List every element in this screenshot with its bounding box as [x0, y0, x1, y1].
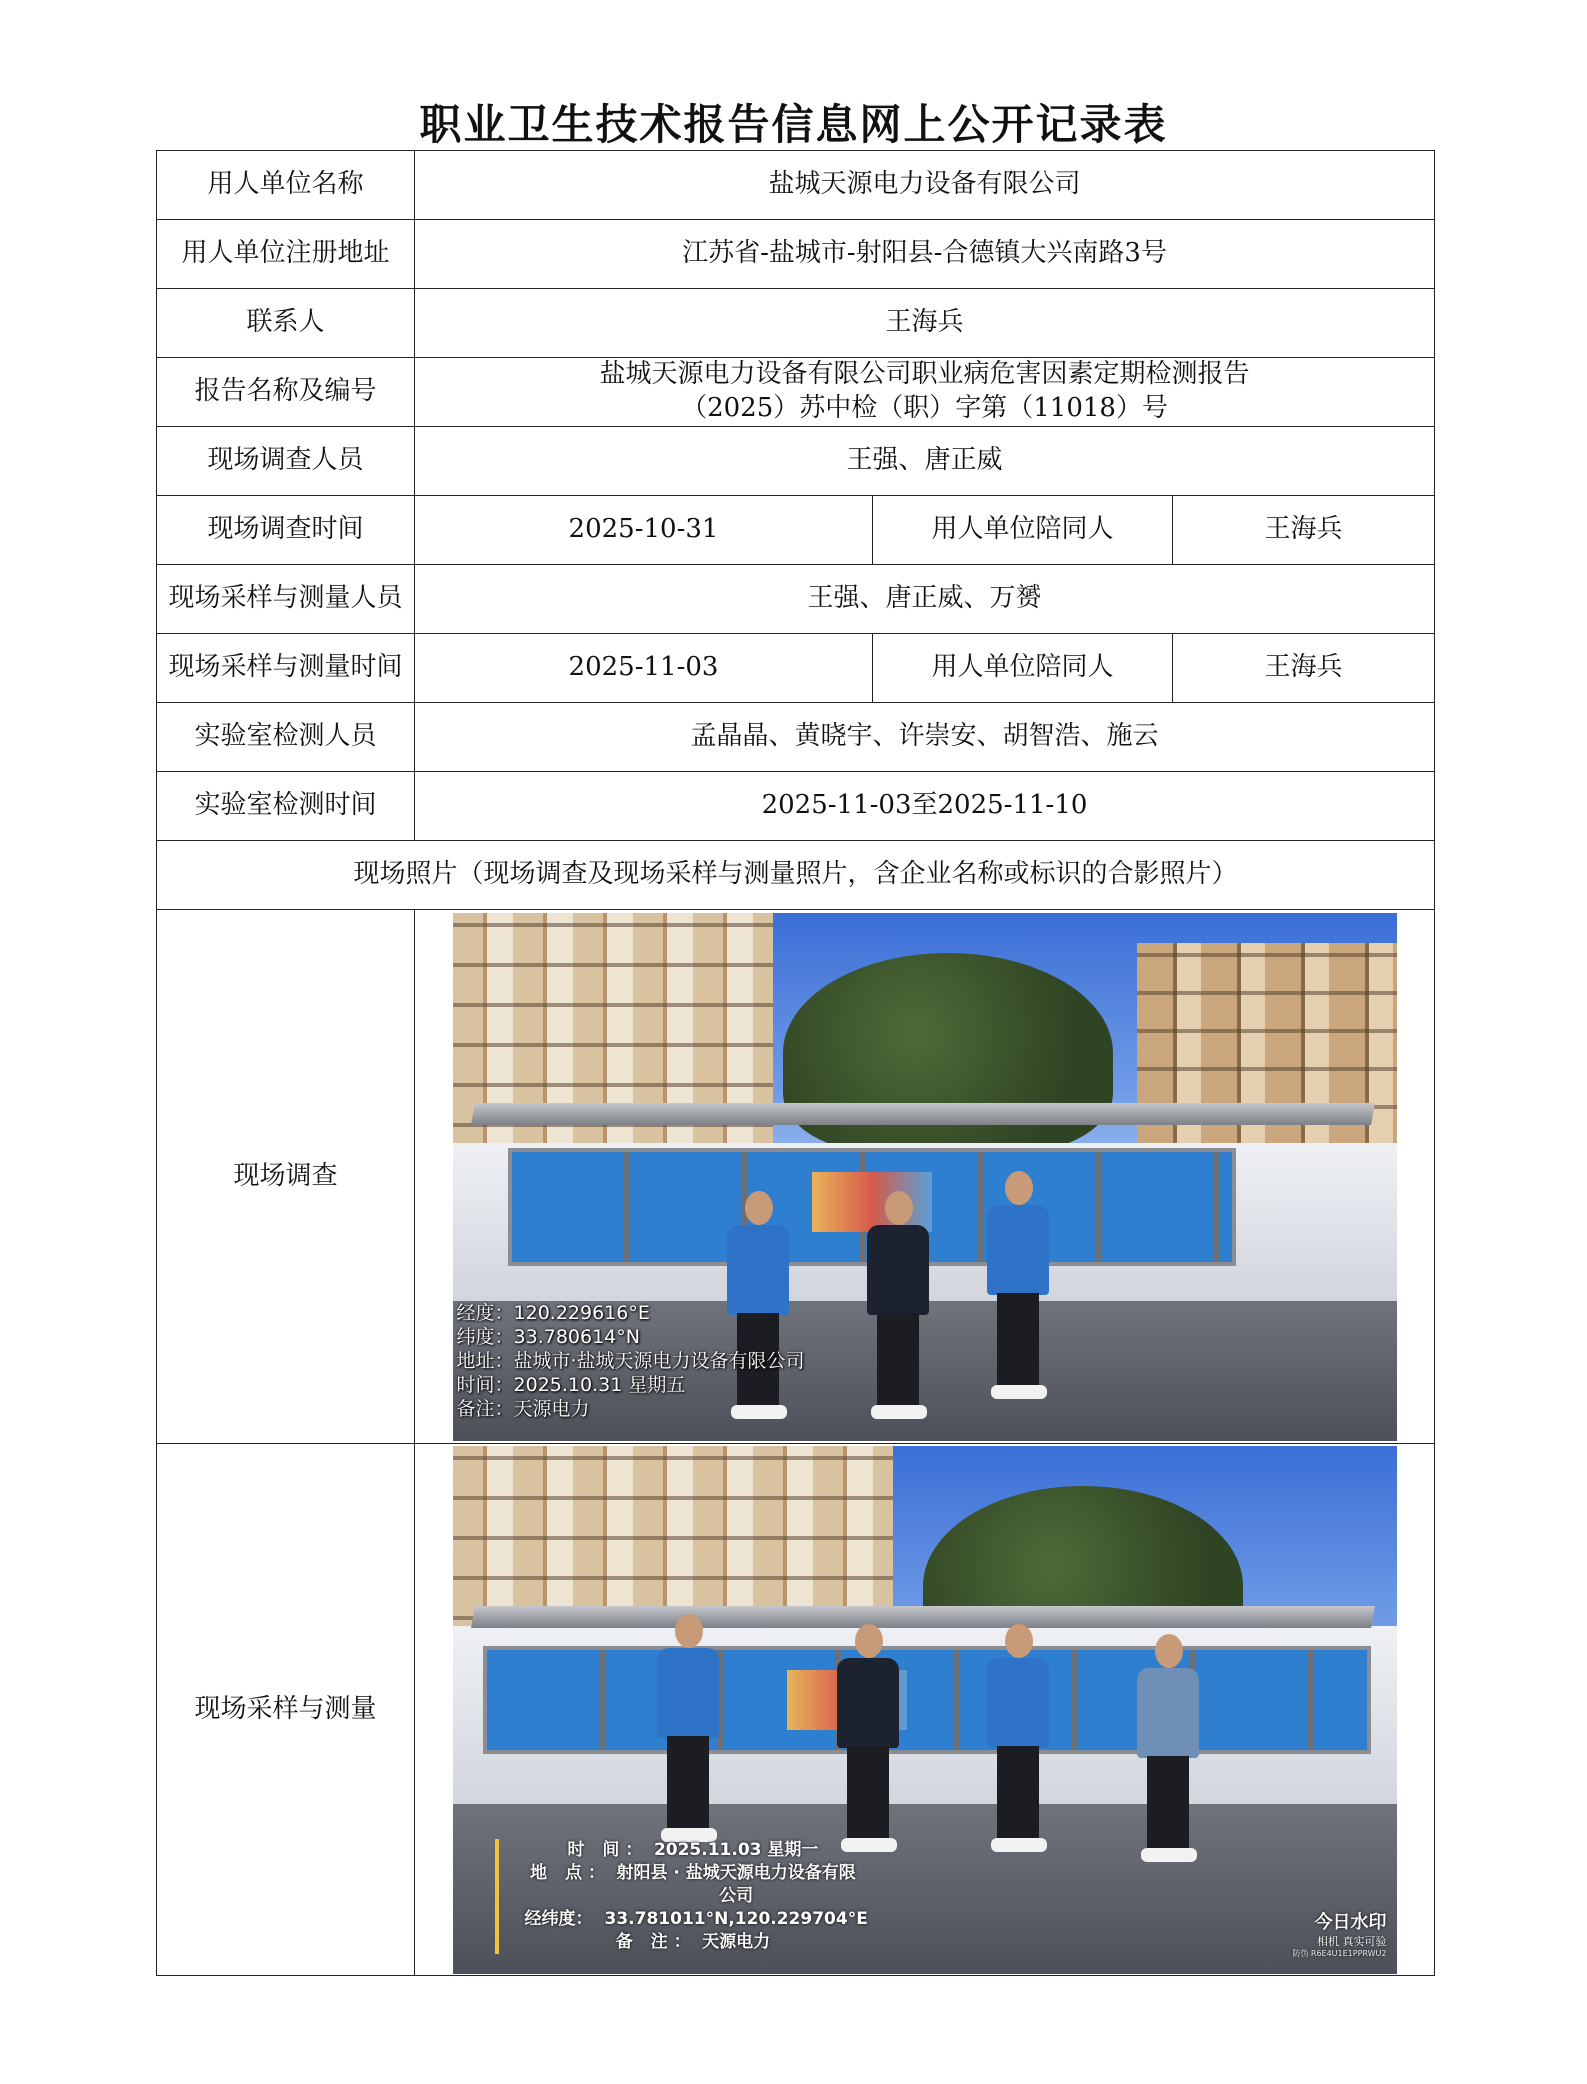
- label-lab-time: 实验室检测时间: [157, 772, 415, 841]
- label-contact: 联系人: [157, 289, 415, 358]
- wm-coord-key: 经纬度：: [524, 1908, 593, 1929]
- label-lab-staff: 实验室检测人员: [157, 703, 415, 772]
- row-photos-header: [157, 841, 1435, 910]
- watermark-latitude: 纬度：33.780614°N: [456, 1325, 640, 1348]
- label-address: 用人单位注册地址: [157, 220, 415, 289]
- report-name: 盐城天源电力设备有限公司职业病危害因素定期检测报告: [599, 359, 1250, 390]
- brand-title: 今日水印: [1314, 1912, 1387, 1934]
- row-sampling-staff: [157, 565, 1435, 634]
- brand-code: 防伪 R6E4U1E1PPRWU2: [1292, 1949, 1387, 1959]
- value-survey-staff: 王强、唐正威: [415, 427, 1435, 496]
- photo-survey: [453, 913, 1397, 1441]
- value-address: 江苏省-盐城市-射阳县-合德镇大兴南路3号: [415, 220, 1435, 289]
- label-photo-survey: 现场调查: [157, 910, 415, 1444]
- label-sampling-staff: 现场采样与测量人员: [157, 565, 415, 634]
- label-sampling-companion: 用人单位陪同人: [873, 634, 1173, 703]
- value-survey-companion: 王海兵: [1173, 496, 1435, 565]
- label-report: 报告名称及编号: [157, 358, 415, 427]
- brand-subtitle: 相机 真实可验: [1317, 1934, 1387, 1948]
- photo-sampling-cell: [415, 1444, 1435, 1976]
- photo-survey-cell: [415, 910, 1435, 1444]
- label-unit-name: 用人单位名称: [157, 151, 415, 220]
- row-survey-time: [157, 496, 1435, 565]
- photo-sampling: [453, 1446, 1397, 1974]
- label-survey-staff: 现场调查人员: [157, 427, 415, 496]
- sampling-watermark: [495, 1839, 868, 1954]
- wm-note-key: 备 注：: [615, 1931, 697, 1952]
- value-contact: 王海兵: [415, 289, 1435, 358]
- watermark-address: 地址：盐城市·盐城天源电力设备有限公司: [456, 1349, 805, 1372]
- row-survey-staff: [157, 427, 1435, 496]
- document-title: 职业卫生技术报告信息网上公开记录表: [419, 100, 1168, 149]
- value-lab-time: 2025-11-03至2025-11-10: [415, 772, 1435, 841]
- wm-place-value: 射阳县 · 盐城天源电力设备有限: [616, 1862, 856, 1883]
- wm-coord-value: 33.781011°N,120.229704°E: [604, 1908, 868, 1929]
- photos-header: 现场照片（现场调查及现场采样与测量照片，含企业名称或标识的合影照片）: [157, 841, 1435, 910]
- watermark-brand: [1292, 1911, 1386, 1959]
- wm-time-key: 时 间：: [567, 1839, 649, 1860]
- value-report: [415, 358, 1435, 427]
- row-photo-survey: [157, 910, 1435, 1444]
- row-lab-staff: [157, 703, 1435, 772]
- value-sampling-companion: 王海兵: [1173, 634, 1435, 703]
- value-sampling-time: 2025-11-03: [415, 634, 873, 703]
- value-survey-time: 2025-10-31: [415, 496, 873, 565]
- label-survey-companion: 用人单位陪同人: [873, 496, 1173, 565]
- label-survey-time: 现场调查时间: [157, 496, 415, 565]
- watermark-time: 时间：2025.10.31 星期五: [456, 1373, 686, 1396]
- wm-note-value: 天源电力: [702, 1931, 771, 1952]
- row-address: [157, 220, 1435, 289]
- wm-time-value: 2025.11.03 星期一: [653, 1839, 819, 1860]
- row-report: [157, 358, 1435, 427]
- label-photo-sampling: 现场采样与测量: [157, 1444, 415, 1976]
- value-unit-name: 盐城天源电力设备有限公司: [415, 151, 1435, 220]
- wm-place-key: 地 点：: [530, 1862, 611, 1883]
- value-lab-staff: 孟晶晶、黄晓宇、许崇安、胡智浩、施云: [415, 703, 1435, 772]
- record-table: [156, 150, 1435, 1976]
- row-contact: [157, 289, 1435, 358]
- report-number: （2025）苏中检（职）字第（11018）号: [681, 393, 1168, 423]
- value-sampling-staff: 王强、唐正威、万赟: [415, 565, 1435, 634]
- row-unit-name: [157, 151, 1435, 220]
- row-sampling-time: [157, 634, 1435, 703]
- row-lab-time: [157, 772, 1435, 841]
- label-sampling-time: 现场采样与测量时间: [157, 634, 415, 703]
- wm-place-value-cont: 公司: [719, 1885, 754, 1906]
- watermark-longitude: 经度：120.229616°E: [456, 1301, 650, 1324]
- row-photo-sampling: [157, 1444, 1435, 1976]
- watermark-note: 备注：天源电力: [456, 1397, 590, 1420]
